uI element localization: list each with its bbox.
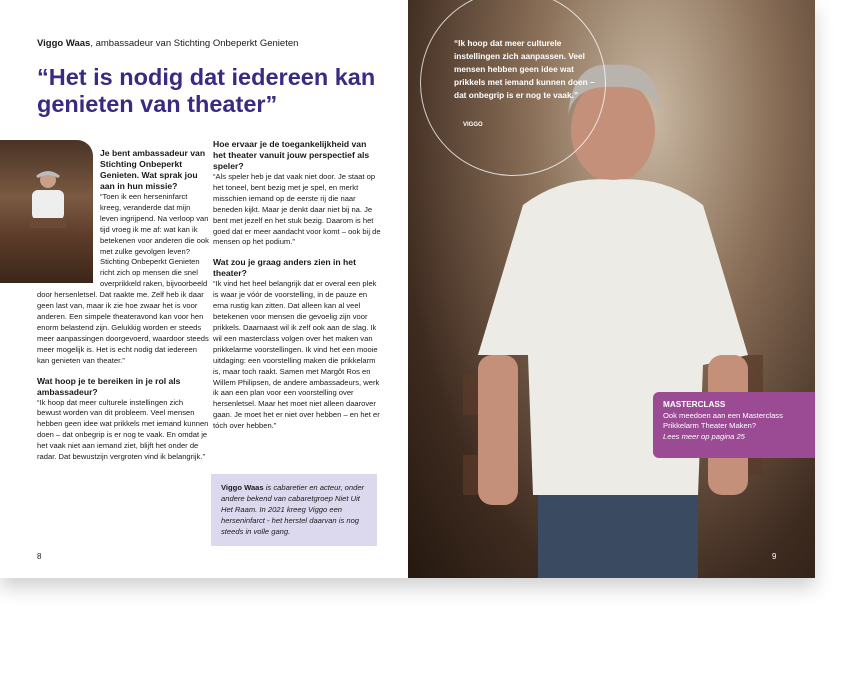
masterclass-box[interactable]: [653, 392, 815, 458]
pull-quote: “Ik hoop dat meer culturele instellingen zich aanpassen. Veel mensen hebben geen idee wat prikkels met iemand kunnen doen – dat onbegrip is er nog te vaak.”: [454, 38, 595, 100]
question-1: Je bent ambassadeur van Stichting Onbeperkt Genieten. Wat sprak jou aan in hun missie?: [100, 148, 206, 191]
masterclass-title: MASTERCLASS: [663, 400, 726, 409]
question-4: Wat zou je graag anders zien in het theater?: [213, 257, 356, 279]
page-number-left: 8: [37, 552, 42, 561]
right-page-photo: [408, 0, 815, 578]
byline-name: Viggo Waas: [37, 38, 91, 49]
answer-4: “Ik vind het heel belangrijk dat er overal een plek is waar je vóór de voorstelling, in de pauze en erna rustig kan zitten. Dat alleen kan al veel betekenen voor mensen die gevoelig zijn voor prikkels. Daarnaast wil ik zelf ook aan de slag. Ik wil een masterclass volgen over het maken van prikkelarme voorstellingen. Ik vind het een mooie uitdaging: een voorstelling maken die prikkelarm is, maar toch raakt. Samen met Margôt Ros en Willem Philipsen, de andere ambassadeurs, werk ik aan een plan voor een voorstelling over hersenletsel. Maar het moet niet alleen daarover gaan. Je moet het er niet over hebben – en het er tóch over hebben.”: [213, 279, 380, 431]
bio-text: is cabaretier en acteur, onder andere bekend van cabaretgroep Niet Uit Het Raam. In 2021 kreeg Viggo een herseninfarct - het herstel daarvan is nog steeds in volle gang.: [221, 483, 365, 536]
page-number-right: 9: [772, 552, 777, 561]
answer-1: “Toen ik een herseninfarct kreeg, veranderde dat mijn leven ingrijpend. Na verloop van tijd vroeg ik me af: wat kan ik betekenen voor anderen die ook met zulke gevolgen leven? Stichting Onbeperkt Genieten richt zich op mensen die snel overprikkeld raken, bijvoorbeeld door hersenletsel. Dat raakte me. Zelf heb ik daar geen last van, maar ik zie hoe zwaar het is voor anderen. Een simpele theateravond kan voor hen enorm belastend zijn. Gelukkig worden er steeds meer aanpassingen doorgevoerd, waardoor steeds meer mogelijk is. Het is echt nodig dat iedereen kan genieten van theater.”: [37, 192, 209, 365]
bio-name: Viggo Waas: [221, 483, 264, 492]
masterclass-text: Ook meedoen aan een Masterclass Prikkelarm Theater Maken?: [663, 410, 783, 430]
column-1: [37, 139, 209, 463]
byline-role: , ambassadeur van Stichting Onbeperkt Genieten: [90, 38, 299, 49]
masterclass-link[interactable]: Lees meer op pagina 25: [663, 431, 745, 441]
question-3: Hoe ervaar je de toegankelijkheid van het theater vanuit jouw perspectief als speler?: [213, 139, 370, 171]
byline: [37, 38, 298, 49]
pull-quote-author: VIGGO: [463, 122, 483, 128]
column-2: [213, 139, 381, 432]
answer-3: “Als speler heb je dat vaak niet door. Je staat op het toneel, bent bezig met je spel, en merkt misschien iemand op de eerste rij die naar beneden kijkt. Maar je denkt daar niet bij na. Je bent met jezelf en het stuk bezig. Daarom is het goed dat er meer aandacht voor komt – ook bij de mensen op het podium.”: [213, 172, 381, 247]
answer-2: “Ik hoop dat meer culturele instellingen zich bewust worden van dit probleem. Veel mensen hebben geen idee wat prikkels met iemand kunnen doen – dat onbegrip is er nog te vaak. En omdat je het vaak niet aan iemand ziet, blijft het onder de radar. Dat bewustzijn vergroten vind ik belangrijk.”: [37, 397, 209, 462]
article-title: “Het is nodig dat iedereen kan genieten van theater”: [37, 64, 376, 117]
left-page: [0, 0, 408, 578]
bio-box: [211, 474, 377, 546]
question-2: Wat hoop je te bereiken in je rol als ambassadeur?: [37, 375, 181, 397]
